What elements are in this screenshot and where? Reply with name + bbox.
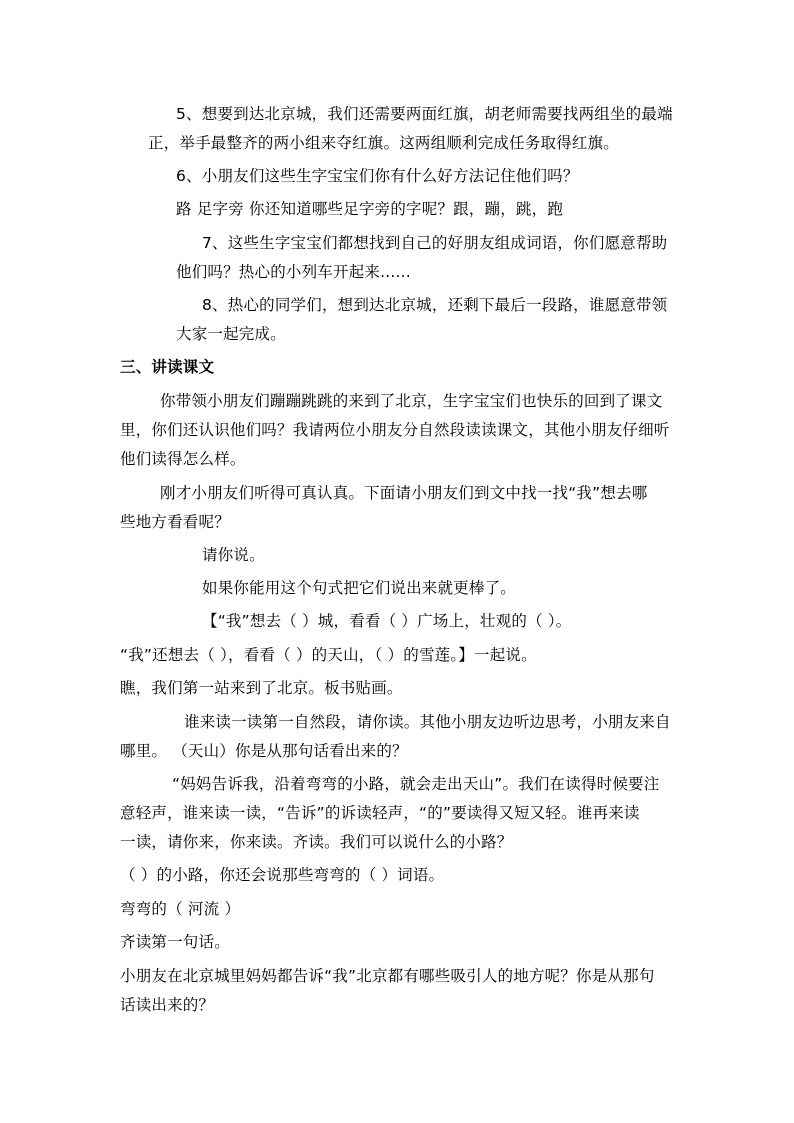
section-heading: 三、讲读课文 xyxy=(120,358,215,376)
text-line: 5、想要到达北京城，我们还需要两面红旗，胡老师需要找两组坐的最端 xyxy=(176,105,673,123)
text-line: 如果你能用这个句式把它们说出来就更棒了。 xyxy=(202,579,517,597)
text-line: 一读，请你来，你来读。齐读。我们可以说什么的小路？ xyxy=(120,833,513,851)
text-line: 路 足字旁 你还知道哪些足字旁的字呢？跟，蹦，跳，跑 xyxy=(176,200,564,218)
text-line: 哪里。 （天山）你是从那句话看出来的？ xyxy=(120,742,408,760)
text-line: 你带领小朋友们蹦蹦跳跳的来到了北京，生字宝宝们也快乐的回到了课文 xyxy=(160,392,663,410)
text-line: 里，你们还认识他们吗？我请两位小朋友分自然段读读课文，其他小朋友仔细听 xyxy=(120,421,670,439)
text-line: 刚才小朋友们听得可真认真。下面请小朋友们到文中找一找“我”想去哪 xyxy=(160,484,648,502)
text-line: 请你说。 xyxy=(202,546,265,564)
text-line: 些地方看看呢？ xyxy=(120,513,230,531)
text-line: 他们读得怎么样。 xyxy=(120,450,246,468)
text-line: 齐读第一句话。 xyxy=(120,933,230,951)
text-line: 瞧，我们第一站来到了北京。板书贴画。 xyxy=(120,679,403,697)
text-line: 谁来读一读第一自然段，请你读。其他小朋友边听边思考，小朋友来自 xyxy=(184,713,671,731)
text-line: “妈妈告诉我，沿着弯弯的小路，就会走出天山”。我们在读得时候要注 xyxy=(172,775,660,793)
text-line: 弯弯的（ 河流 ） xyxy=(120,900,241,918)
text-line: 7、这些生字宝宝们都想找到自己的好朋友组成词语，你们愿意帮助 xyxy=(202,234,668,252)
text-line: 6、小朋友们这些生字宝宝们你有什么好方法记住他们吗？ xyxy=(176,167,579,185)
sentence-pattern-line: “我”还想去（ ），看看（ ）的天山，（ ）的雪莲。】一起说。 xyxy=(120,646,537,664)
text-line: （ ）的小路，你还会说那些弯弯的（ ）词语。 xyxy=(120,866,445,884)
text-line: 他们吗？热心的小列车开起来...... xyxy=(176,263,411,281)
text-line: 意轻声，谁来读一读，“告诉”的诉读轻声，“的”要读得又短又轻。谁再来读 xyxy=(120,804,640,822)
text-line: 小朋友在北京城里妈妈都告诉“我”北京都有哪些吸引人的地方呢？你是从那句 xyxy=(120,967,655,985)
sentence-pattern-line: 【“我”想去（ ）城，看看（ ）广场上，壮观的（ ）。 xyxy=(202,612,572,630)
text-line: 8、热心的同学们，想到达北京城，还剩下最后一段路，谁愿意带领 xyxy=(202,296,668,314)
text-line: 话读出来的？ xyxy=(120,996,215,1014)
text-line: 正，举手最整齐的两小组来夺红旗。这两组顺利完成任务取得红旗。 xyxy=(148,134,620,152)
text-line: 大家一起完成。 xyxy=(176,325,286,343)
